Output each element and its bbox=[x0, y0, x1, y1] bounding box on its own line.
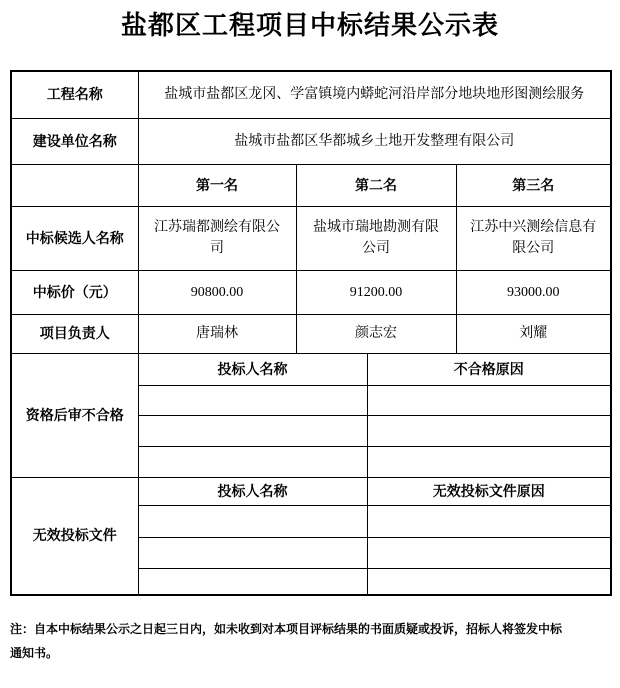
unqualified-bidder-header: 投标人名称 bbox=[138, 353, 367, 385]
table-row bbox=[11, 314, 611, 353]
unqualified-reason-header: 不合格原因 bbox=[367, 353, 611, 385]
rank-row-empty-label bbox=[11, 164, 138, 206]
rank-header-3: 第三名 bbox=[456, 164, 611, 206]
unqualified-bidder-cell-empty bbox=[138, 446, 367, 477]
table-row bbox=[11, 164, 611, 206]
owner-name-value: 盐城市盐都区华都城乡土地开发整理有限公司 bbox=[138, 118, 611, 164]
unqualified-section-label: 资格后审不合格 bbox=[11, 353, 138, 477]
invalid-bidder-cell-empty bbox=[138, 505, 367, 537]
footer-note bbox=[10, 617, 610, 665]
owner-name-label: 建设单位名称 bbox=[11, 118, 138, 164]
table-row bbox=[11, 118, 611, 164]
footer-note-line-2: 通知书。 bbox=[10, 646, 59, 660]
project-name-value: 盐城市盐都区龙冈、学富镇境内蟒蛇河沿岸部分地块地形图测绘服务 bbox=[138, 71, 611, 118]
footer-note-line-1: 注：自本中标结果公示之日起三日内，如未收到对本项目评标结果的书面质疑或投诉，招标人将签发中标 bbox=[10, 622, 563, 636]
unqualified-reason-cell-empty bbox=[367, 446, 611, 477]
bid-result-table bbox=[10, 70, 612, 596]
manager-2: 颜志宏 bbox=[296, 314, 456, 353]
invalid-reason-header: 无效投标文件原因 bbox=[367, 477, 611, 505]
invalid-bidder-cell-empty bbox=[138, 568, 367, 595]
manager-label: 项目负责人 bbox=[11, 314, 138, 353]
manager-3: 刘耀 bbox=[456, 314, 611, 353]
invalid-reason-cell-empty bbox=[367, 568, 611, 595]
unqualified-bidder-cell-empty bbox=[138, 385, 367, 415]
project-name-label: 工程名称 bbox=[11, 71, 138, 118]
rank-header-2: 第二名 bbox=[296, 164, 456, 206]
table-row bbox=[11, 270, 611, 314]
candidate-3: 江苏中兴测绘信息有限公司 bbox=[456, 206, 611, 270]
invalid-section-label: 无效投标文件 bbox=[11, 477, 138, 595]
candidates-label: 中标候选人名称 bbox=[11, 206, 138, 270]
price-1: 90800.00 bbox=[138, 270, 296, 314]
unqualified-reason-cell-empty bbox=[367, 415, 611, 446]
table-row bbox=[11, 353, 611, 385]
invalid-bidder-cell-empty bbox=[138, 537, 367, 568]
manager-1: 唐瑞林 bbox=[138, 314, 296, 353]
table-row bbox=[11, 71, 611, 118]
price-2: 91200.00 bbox=[296, 270, 456, 314]
price-label: 中标价（元） bbox=[11, 270, 138, 314]
invalid-reason-cell-empty bbox=[367, 505, 611, 537]
invalid-reason-cell-empty bbox=[367, 537, 611, 568]
table-row bbox=[11, 206, 611, 270]
price-3: 93000.00 bbox=[456, 270, 611, 314]
candidate-2: 盐城市瑞地勘测有限公司 bbox=[296, 206, 456, 270]
rank-header-1: 第一名 bbox=[138, 164, 296, 206]
candidate-1: 江苏瑞都测绘有限公司 bbox=[138, 206, 296, 270]
invalid-bidder-header: 投标人名称 bbox=[138, 477, 367, 505]
announcement-page bbox=[0, 10, 620, 688]
table-row bbox=[11, 477, 611, 505]
unqualified-bidder-cell-empty bbox=[138, 415, 367, 446]
page-title: 盐都区工程项目中标结果公示表 bbox=[120, 10, 499, 40]
unqualified-reason-cell-empty bbox=[367, 385, 611, 415]
